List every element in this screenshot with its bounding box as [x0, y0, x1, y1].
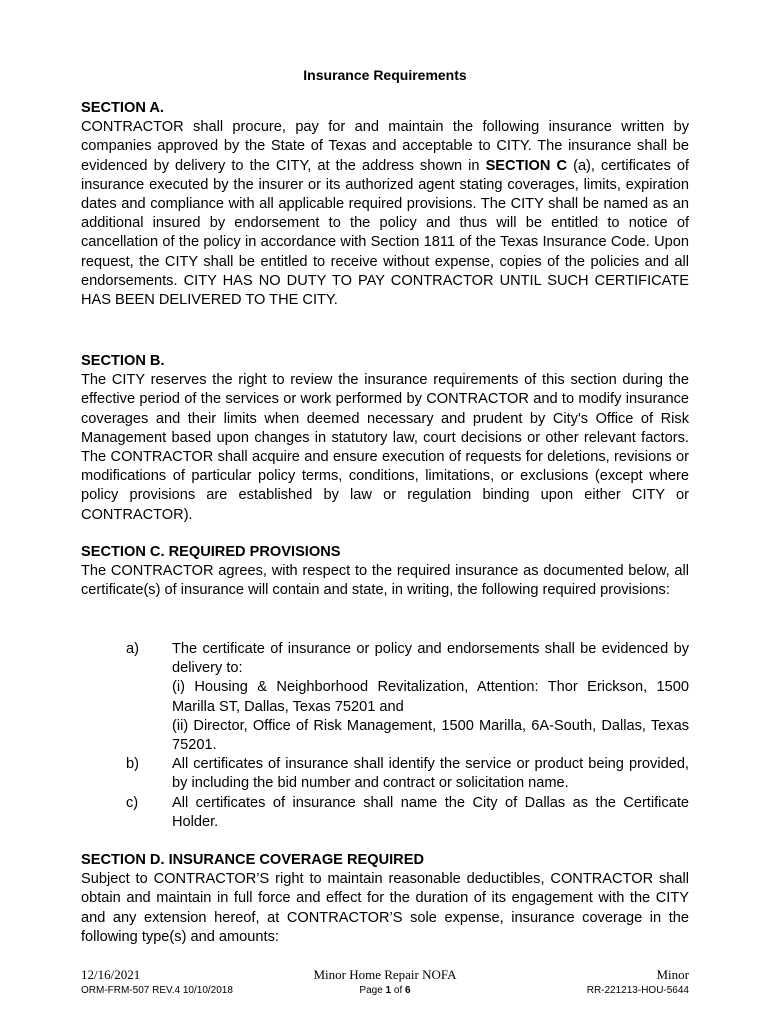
list-item-text: (ii) Director, Office of Risk Management, 1500 Marilla, 6A-South, Dallas, Texas 75201.: [172, 717, 689, 754]
section-c: [81, 543, 689, 601]
footer-form-id: ORM-FRM-507 REV.4 10/10/2018: [81, 985, 233, 996]
footer-right-label: Minor: [656, 967, 689, 982]
required-provisions-list: [81, 640, 689, 832]
section-d: [81, 851, 689, 947]
footer-top-line: [81, 967, 689, 983]
list-item-text: All certificates of insurance shall identify the service or product being provided, by including the bid number and contract or solicitation name.: [172, 756, 689, 792]
list-marker: c): [126, 794, 139, 811]
page-of: of: [391, 985, 406, 996]
list-item-text: (i) Housing & Neighborhood Revitalization, Attention: Thor Erickson, 1500 Marilla ST, Dallas, Texas 75201 and: [172, 679, 689, 715]
footer-doc-ref: RR-221213-HOU-5644: [586, 985, 689, 996]
section-a-body: [81, 118, 689, 310]
section-a-text-before: CONTRACTOR shall procure, pay for and maintain the following insurance written by companies approved by the State of Texas and acceptable to CITY. The insurance shall be evidenced by delivery to the CITY, at the address shown in: [81, 119, 689, 174]
section-b-body: The CITY reserves the right to review the insurance requirements of this section during the effective period of the services or work performed by CONTRACTOR and to modify insurance coverages and their limits when deemed necessary and prudent by City's Office of Risk Management based upon changes in statutory law, court decisions or other relevant factors. The CONTRACTOR shall acquire and ensure execution of requests for deletions, revisions or modifications of particular policy terms, conditions, limitations, or exclusions (except where policy provisions are established by law or regulation binding upon either CITY or CONTRACTOR).: [81, 372, 689, 523]
page-current: 1: [385, 985, 392, 996]
list-marker: a): [126, 641, 139, 657]
list-item-text: The certificate of insurance or policy and endorsements shall be evidenced by delivery to:: [172, 641, 689, 677]
list-marker: b): [126, 756, 139, 773]
section-d-heading: SECTION D. INSURANCE COVERAGE REQUIRED: [81, 852, 424, 868]
section-c-body: The CONTRACTOR agrees, with respect to the required insurance as documented below, all certificate(s) of insurance will contain and state, in writing, the following required provisions:: [81, 563, 689, 599]
list-item-text: All certificates of insurance shall name the City of Dallas as the Certificate Holder.: [172, 794, 689, 830]
page-title: Insurance Requirements: [303, 67, 467, 83]
footer-title: Minor Home Repair NOFA: [313, 967, 457, 982]
footer-bottom-line: [81, 985, 689, 999]
list-item: [81, 640, 689, 755]
section-c-reference: SECTION C: [485, 157, 568, 174]
section-a-text-after: (a), certificates of insurance executed by the insurer or its authorized agent stating coverages, limits, expiration dates and compliance with all applicable required provisions. The CITY shall be named as an additional insured by endorsement to the policy and thus will be entitled to notice of cancellation of the policy in accordance with Section 1811 of the Texas Insurance Code. Upon request, the CITY shall be entitled to receive without expense, copies of the policies and all endorsements. CITY HAS NO DUTY TO PAY CONTRACTOR UNTIL SUCH CERTIFICATE HAS BEEN DELIVERED TO THE CITY.: [81, 157, 689, 309]
section-c-heading: SECTION C. REQUIRED PROVISIONS: [81, 544, 341, 560]
list-item: [81, 794, 689, 832]
page-prefix: Page: [359, 985, 386, 996]
section-b: [81, 352, 689, 525]
footer-date: 12/16/2021: [81, 967, 141, 982]
section-a-heading: SECTION A.: [81, 100, 164, 116]
list-item: [81, 755, 689, 793]
section-b-heading: SECTION B.: [81, 353, 165, 369]
section-d-body: Subject to CONTRACTOR’S right to maintain reasonable deductibles, CONTRACTOR shall obtain and maintain in full force and effect for the duration of its engagement with the CITY and any extension hereof, at CONTRACTOR’S sole expense, insurance coverage in the following type(s) and amounts:: [81, 871, 689, 945]
page-total: 6: [405, 985, 411, 996]
section-a: [81, 99, 689, 310]
